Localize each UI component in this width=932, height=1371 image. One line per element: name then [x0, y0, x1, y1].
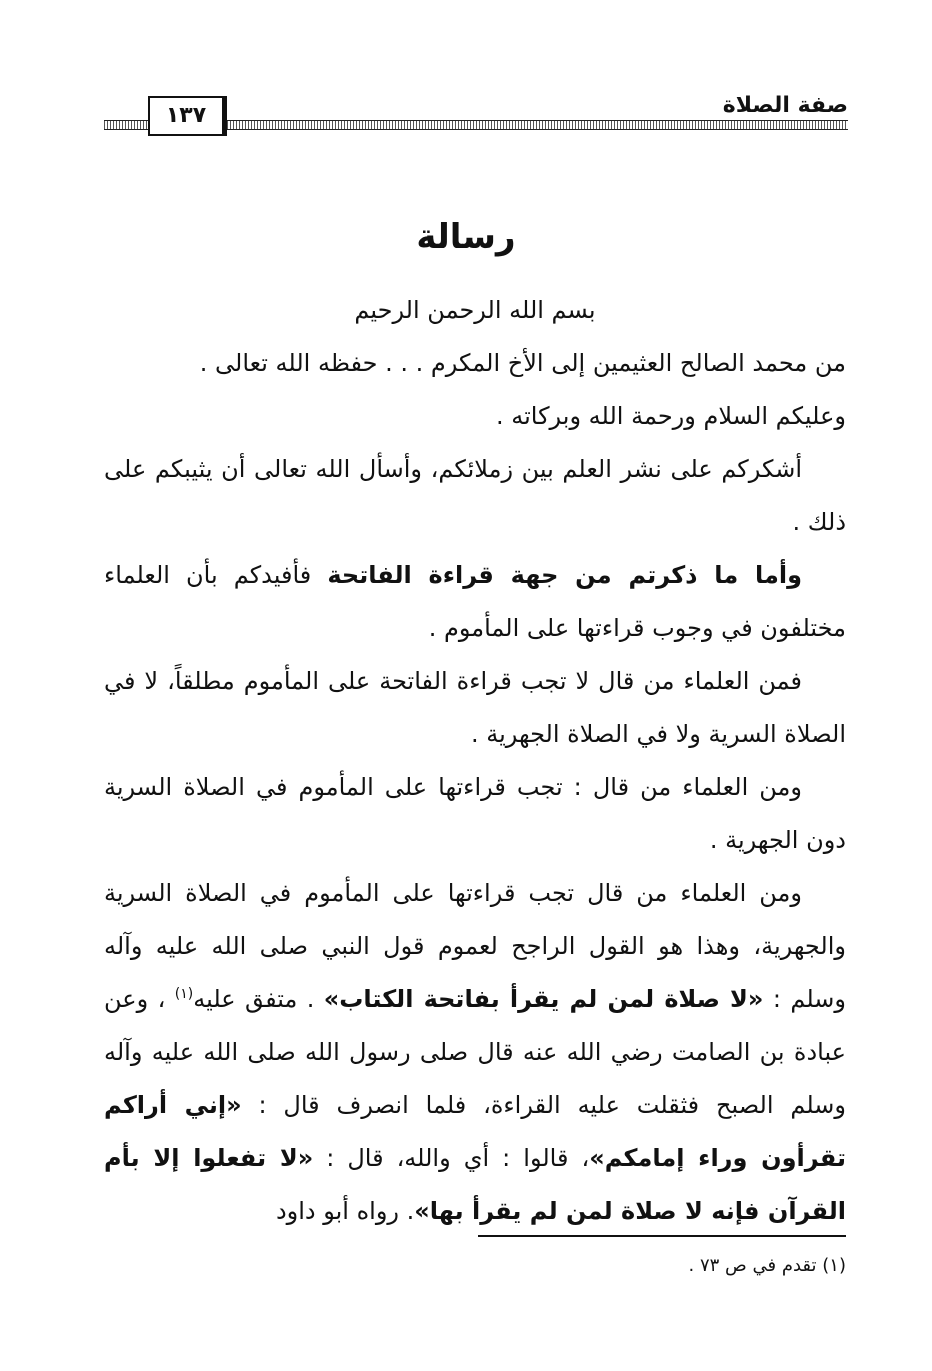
paragraph-text: ، قالوا : أي والله، قال :: [313, 1144, 590, 1172]
paragraph-fatiha-question: [104, 549, 846, 655]
paragraph-text: ، وعن عبادة بن الصامت رضي الله عنه قال صلى رسول الله صلى الله عليه وآله وسلم الصبح فثقلت عليه القراءة، فلما انصرف قال :: [104, 985, 846, 1119]
footnote-reference: (١): [174, 986, 194, 1002]
running-title: صفة الصلاة: [711, 92, 848, 120]
salutation-from: من محمد الصالح العثيمين إلى الأخ المكرم . . . حفظه الله تعالى .: [199, 349, 846, 377]
basmala: بسم الله الرحمن الرحيم: [354, 296, 596, 324]
paragraph-text: ومن العلماء من قال تجب قراءتها على المأموم في الصلاة السرية والجهرية، وهذا هو القول الراجح لعموم قول النبي صلى الله عليه وآله وسلم :: [104, 879, 846, 1013]
paragraph-opinion-1: فمن العلماء من قال لا تجب قراءة الفاتحة على المأموم مطلقاً، لا في الصلاة السرية ولا في الصلاة الجهرية .: [104, 667, 846, 748]
letter-body: [104, 284, 846, 1238]
paragraph-text: . رواه أبو داود: [275, 1197, 415, 1225]
paragraph-opinion-2: ومن العلماء من قال : تجب قراءتها على المأموم في الصلاة السرية دون الجهرية .: [104, 773, 846, 854]
footnote-divider: [478, 1235, 846, 1237]
paragraph-lead-bold: وأما ما ذكرتم من جهة قراءة الفاتحة: [327, 561, 803, 589]
hadith-quote: «لا صلاة لمن لم يقرأ بفاتحة الكتاب»: [323, 985, 764, 1013]
footnote: (١) تقدم في ص ٧٣ .: [688, 1255, 846, 1276]
paragraph-text: فأفيدكم بأن العلماء مختلفون في وجوب قراءتها على المأموم .: [104, 561, 846, 642]
page-number: ١٣٧: [148, 96, 224, 136]
hadith-quote: «لا تفعلوا إلا بأم القرآن فإنه لا صلاة لمن لم يقرأ بها»: [104, 1144, 846, 1225]
page-header: [104, 92, 848, 132]
hadith-quote: «إني أراكم تقرأون وراء إمامكم»: [104, 1091, 846, 1172]
paragraph-text: . متفق عليه: [193, 985, 324, 1013]
paragraph-thanks: أشكركم على نشر العلم بين زملائكم، وأسأل الله تعالى أن يثيبكم على ذلك .: [104, 455, 846, 536]
paragraph-opinion-3: [104, 867, 846, 1238]
salutation-greeting: وعليكم السلام ورحمة الله وبركاته .: [495, 402, 846, 430]
letter-title: رسالة: [416, 217, 516, 257]
